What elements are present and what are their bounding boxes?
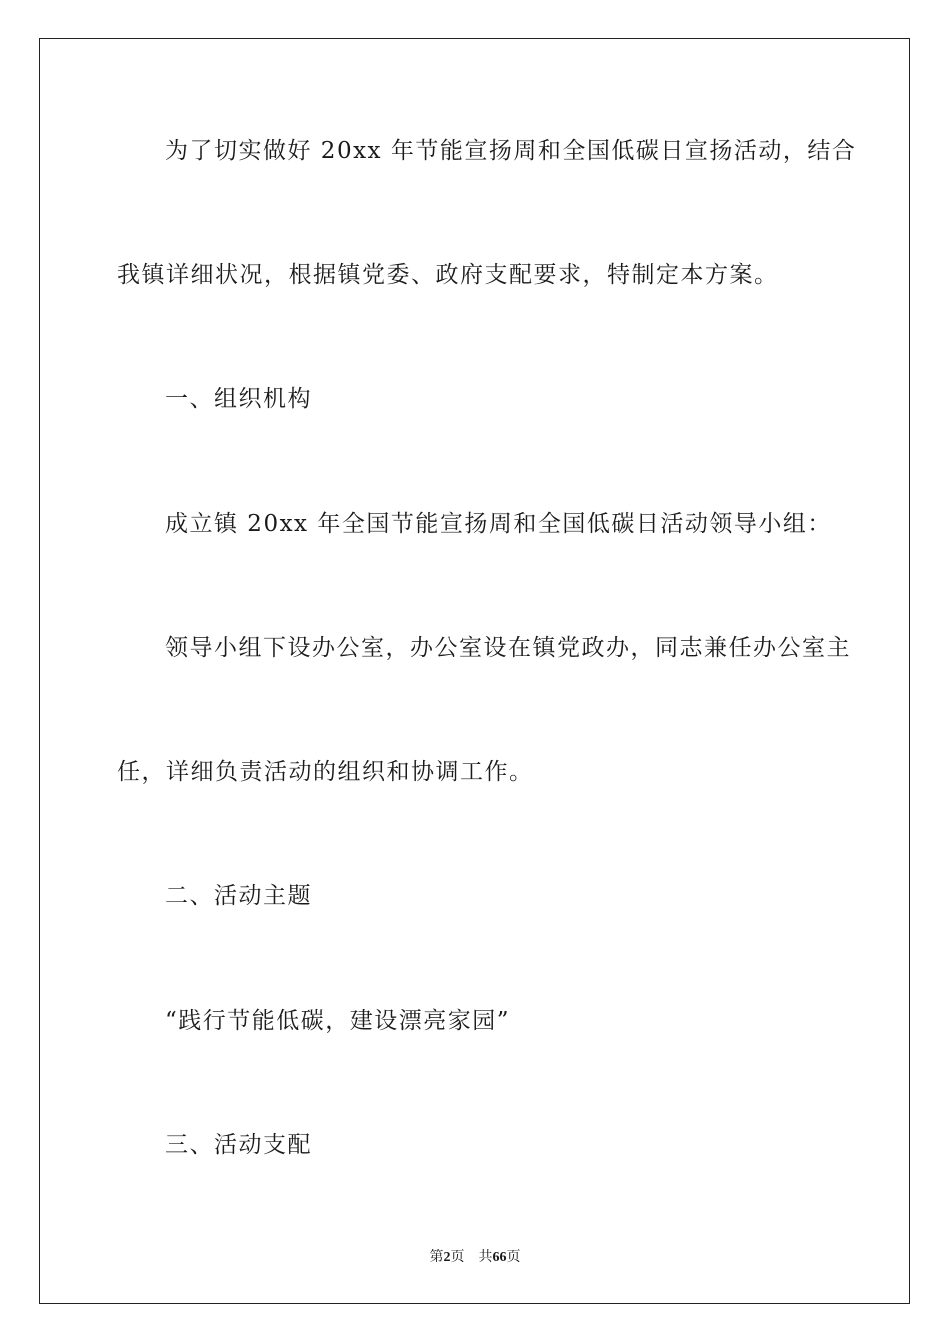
activity-theme-slogan: “践行节能低碳，建设漂亮家园” (165, 1008, 511, 1034)
total-label-suffix: 页 (506, 1250, 521, 1265)
paragraph-office-line-1: 领导小组下设办公室，办公室设在镇党政办，同志兼任办公室主 (165, 635, 851, 661)
total-page-count: 66 (492, 1250, 507, 1265)
page-label-prefix: 第 (429, 1250, 444, 1265)
section-heading-organization: 一、组织机构 (165, 386, 312, 412)
paragraph-intro-line-2: 我镇详细状况，根据镇党委、政府支配要求，特制定本方案。 (117, 262, 779, 288)
paragraph-office-line-2: 任，详细负责活动的组织和协调工作。 (117, 759, 534, 785)
current-page-number: 2 (443, 1250, 451, 1265)
page-label-suffix: 页 (450, 1250, 465, 1265)
total-label-prefix: 共 (478, 1250, 493, 1265)
section-heading-theme: 二、活动主题 (165, 883, 312, 909)
paragraph-leading-group: 成立镇 20xx 年全国节能宣扬周和全国低碳日活动领导小组： (165, 511, 832, 537)
page-border (39, 38, 910, 1304)
section-heading-arrangement: 三、活动支配 (165, 1132, 312, 1158)
paragraph-intro-line-1: 为了切实做好 20xx 年节能宣扬周和全国低碳日宣扬活动，结合 (165, 138, 857, 164)
page-footer (0, 1246, 950, 1266)
